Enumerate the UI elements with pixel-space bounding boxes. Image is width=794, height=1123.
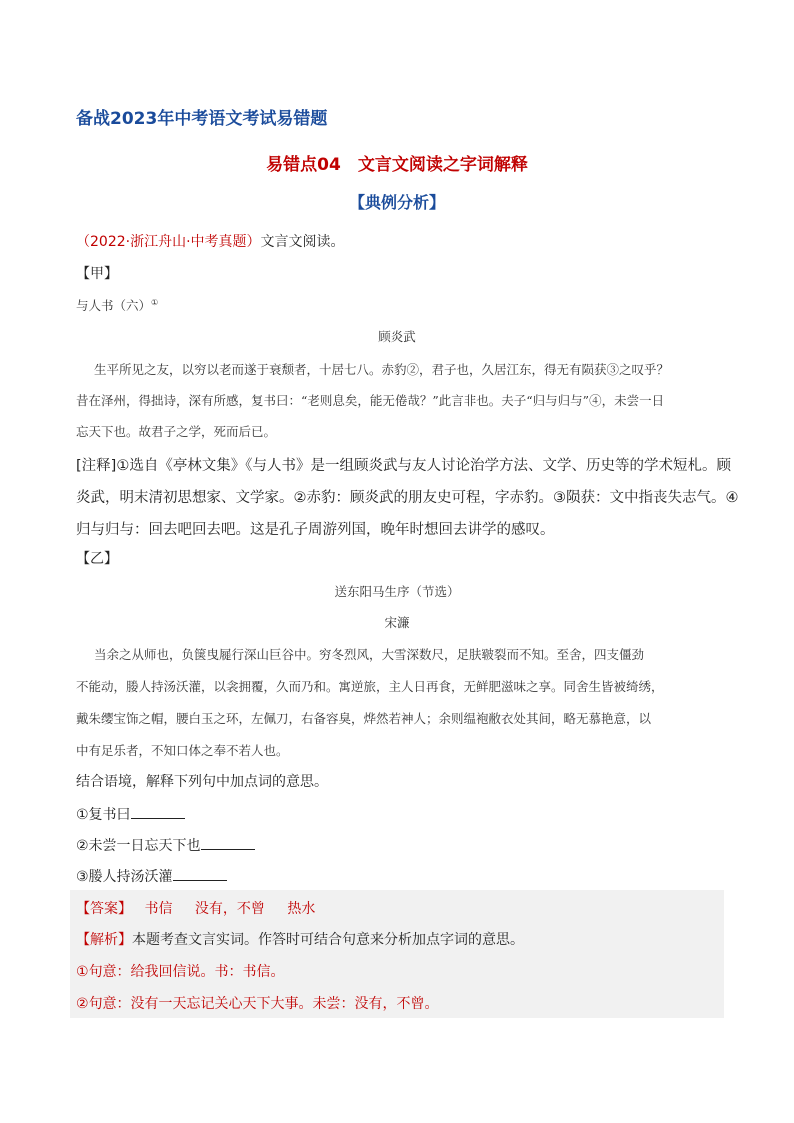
analysis-item-num: ① xyxy=(76,964,89,980)
example-analysis-title: 【典例分析】 xyxy=(348,193,445,212)
answer-line xyxy=(76,898,315,918)
document-header-title: 备战2023年中考语文考试易错题 xyxy=(76,109,328,129)
question-prompt: 结合语境，解释下列句中加点词的意思。 xyxy=(76,774,328,790)
question-item-text: ①复书曰 xyxy=(76,807,131,823)
answer-value: 没有，不曾 xyxy=(194,901,265,917)
analysis-item-text: 句意：给我回信说。书：书信。 xyxy=(88,964,285,980)
part-jia-author: 顾炎武 xyxy=(378,329,416,344)
part-jia-title-note: ① xyxy=(151,297,159,307)
answer-value: 热水 xyxy=(287,901,316,917)
part-yi-line: 戴朱缨宝饰之帽，腰白玉之环，左佩刀，右备容臭，烨然若神人；余则缊袍敝衣处其间，略无慕艳意，以 xyxy=(76,711,652,726)
answer-value: 书信 xyxy=(144,901,173,917)
analysis-item xyxy=(76,961,285,981)
part-yi-label: 【乙】 xyxy=(76,551,118,567)
part-yi-line: 当余之从师也，负箧曳屣行深山巨谷中。穷冬烈风，大雪深数尺，足肤皲裂而不知。至舍，四支僵劲 xyxy=(94,647,645,662)
part-jia-note-line: 归与归与：回去吧回去吧。这是孔子周游列国，晚年时想回去讲学的感叹。 xyxy=(76,522,555,538)
part-yi-title: 送东阳马生序（节选） xyxy=(334,584,460,599)
question-item xyxy=(76,866,227,886)
answer-blank xyxy=(201,837,255,850)
part-jia-line: 忘天下也。故君子之学，死而后已。 xyxy=(76,424,277,439)
part-yi-line: 不能动，媵人持汤沃灌，以衾拥覆，久而乃和。寓逆旅，主人日再食，无鲜肥滋味之享。同舍生皆被绮绣， xyxy=(76,679,664,694)
question-item xyxy=(76,804,185,824)
part-yi-author: 宋濂 xyxy=(384,615,410,630)
analysis-label: 【解析】 xyxy=(76,932,132,948)
question-type: 文言文阅读。 xyxy=(260,234,345,250)
analysis-item xyxy=(76,993,439,1013)
part-jia-label: 【甲】 xyxy=(76,266,118,282)
part-yi-line: 中有足乐者，不知口体之奉不若人也。 xyxy=(76,743,289,758)
question-item-text: ③媵人持汤沃灌 xyxy=(76,869,173,885)
part-jia-note-line: [注释]①选自《亭林文集》《与人书》是一组顾炎武与友人讨论治学方法、文学、历史等的学术短札。顾 xyxy=(76,458,732,474)
section-title: 易错点04 文言文阅读之字词解释 xyxy=(266,155,528,175)
answer-blank xyxy=(173,868,227,881)
question-item-text: ②未尝一日忘天下也 xyxy=(76,838,201,854)
analysis-line xyxy=(76,929,524,949)
part-jia-note-line: 炎武，明末清初思想家、文学家。②赤豹：顾炎武的朋友史可程，字赤豹。③陨获：文中指丧失志气。④ xyxy=(76,490,739,506)
analysis-item-num: ② xyxy=(76,996,89,1012)
part-jia-line: 生平所见之友，以穷以老而遂于衰颓者，十居七八。赤豹②，君子也，久居江东，得无有陨获③之叹乎？ xyxy=(94,362,670,377)
part-jia-line: 昔在泽州，得拙诗，深有所感，复书曰：“老则息矣，能无倦哉？”此言非也。夫子“归与归与”④，未尝一日 xyxy=(76,393,665,408)
question-intro xyxy=(76,231,345,251)
question-item xyxy=(76,835,255,855)
analysis-text: 本题考查文言实词。作答时可结合句意来分析加点字词的意思。 xyxy=(132,932,524,948)
question-source: （2022·浙江舟山·中考真题） xyxy=(76,234,261,250)
part-jia-title: 与人书（六） xyxy=(76,298,152,313)
analysis-item-text: 句意：没有一天忘记关心天下大事。未尝：没有，不曾。 xyxy=(88,996,439,1012)
answer-label: 【答案】 xyxy=(76,901,132,917)
part-jia-title-line xyxy=(76,296,158,314)
answer-blank xyxy=(131,806,185,819)
